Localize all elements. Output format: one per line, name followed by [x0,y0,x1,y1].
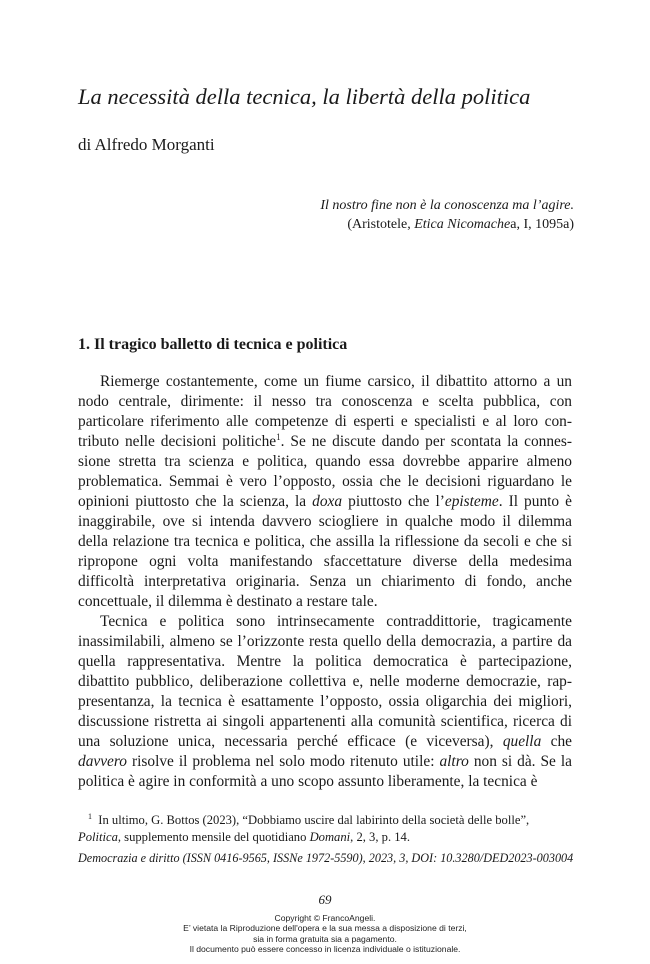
footnote-text-b: , supplemento mensile del quotidiano [117,830,310,845]
paragraph-1 [78,372,572,612]
journal-citation: Democrazia e diritto (ISSN 0416-9565, ISSNe 1972-5590), 2023, 3, DOI: 10.3280/DED2023-003004 [78,851,574,865]
footnote-text-c: , 2, 3, p. 14. [350,830,410,845]
footnote-politica: Politica [78,830,118,845]
term-quella: quella [502,733,542,750]
copyright-line-2: E’ vietata la Riproduzione dell'opera e la sua messa a disposizione di terzi, [183,923,467,934]
article-title: La necessità della tecnica, la libertà della politica [78,84,531,109]
term-davvero: davvero [78,753,127,770]
paragraph-2 [78,612,572,792]
footnote-reference: 1 [276,431,281,442]
p1-text-b: . Se ne discute dando per scontata la connessione stretta tra scienza e politica, quando essa dovrebbe apparire almeno problematica. Semmai è vero l’opposto, ossia che le decisioni riguardano le opinioni piuttosto che la scienza, la [78,433,572,510]
section-heading: 1. Il tragico balletto di tecnica e politica [78,336,348,353]
epigraph-source-pre: (Aristotele, [347,217,415,232]
footnote-number: 1 [88,812,92,821]
p2-text-d: non si dà. Se la politica è agire in conformità a uno scopo assunto liberamente, la tecnica è [78,753,572,790]
copyright-notice [0,913,650,955]
p2-text-c: risolve il problema nel solo modo ritenuto utile: [127,753,440,770]
p2-text-a: Tecnica e politica sono intrinsecamente contraddittorie, tragicamente inassimilabili, almeno se l’orizzonte resta quello della democrazia, a partire da quella rappresentativa. Mentre la politica democratica è partecipazione, dibattito pubblico, deliberazione collettiva e, nelle moderne democrazie, rappresentanza, la tecnica è esattamente l’opposto, ossia oligarchia dei migliori, discussione ristretta ai singoli appartenenti alla comunità scientifica, ricerca di una soluzione unica, necessaria perché efficace (e viceversa), [78,613,572,750]
epigraph-source-post: a, I, 1095a) [510,217,574,232]
p1-text-c: piuttosto che l’ [342,493,445,510]
copyright-line-4: Il documento può essere concesso in licenza individuale o istituzionale. [189,944,461,955]
epigraph-source-work: Etica Nicomache [414,217,511,232]
epigraph-quote: Il nostro fine non è la conoscenza ma l’agire. [320,198,574,213]
p1-text-a: Riemerge costantemente, come un fiume carsico, il dibattito attorno a un nodo centrale, dirimente: il nesso tra conoscenza e scelta pubblica, con particolare riferimento alle competenze di esperti e specialisti e al loro contributo nelle decisioni politiche [78,373,572,450]
p1-text-d: . Il punto è inaggirabile, ove si intenda davvero sciogliere in qualche modo il dilemma della relazione tra tecnica e politica, che assilla la riflessione da secoli e che si ripropone ogni volta manifestando sfaccettature diverse della medesima difficoltà interpretativa originaria. Senza un chiarimento di fondo, anche concettuale, il dilemma è destinato a restare tale. [78,493,572,610]
article-author: di Alfredo Morganti [78,135,215,154]
copyright-line-1: Copyright © FrancoAngeli. [274,913,376,923]
p2-text-b: che [541,733,572,750]
epigraph-source [320,215,574,234]
epigraph [320,196,574,234]
copyright-line-3: sia in forma gratuita sia a pagamento. [253,933,397,944]
body-text [78,372,572,792]
footnote-domani: Domani [309,830,351,845]
term-episteme: episteme [444,493,499,510]
footnote [78,808,572,846]
term-altro: altro [439,753,469,770]
page-number: 69 [318,892,332,907]
footnote-text-a: In ultimo, G. Bottos (2023), “Dobbiamo uscire dal labirinto della società delle bolle”, [98,813,530,828]
term-doxa: doxa [312,493,343,510]
footnote-1 [78,808,572,846]
